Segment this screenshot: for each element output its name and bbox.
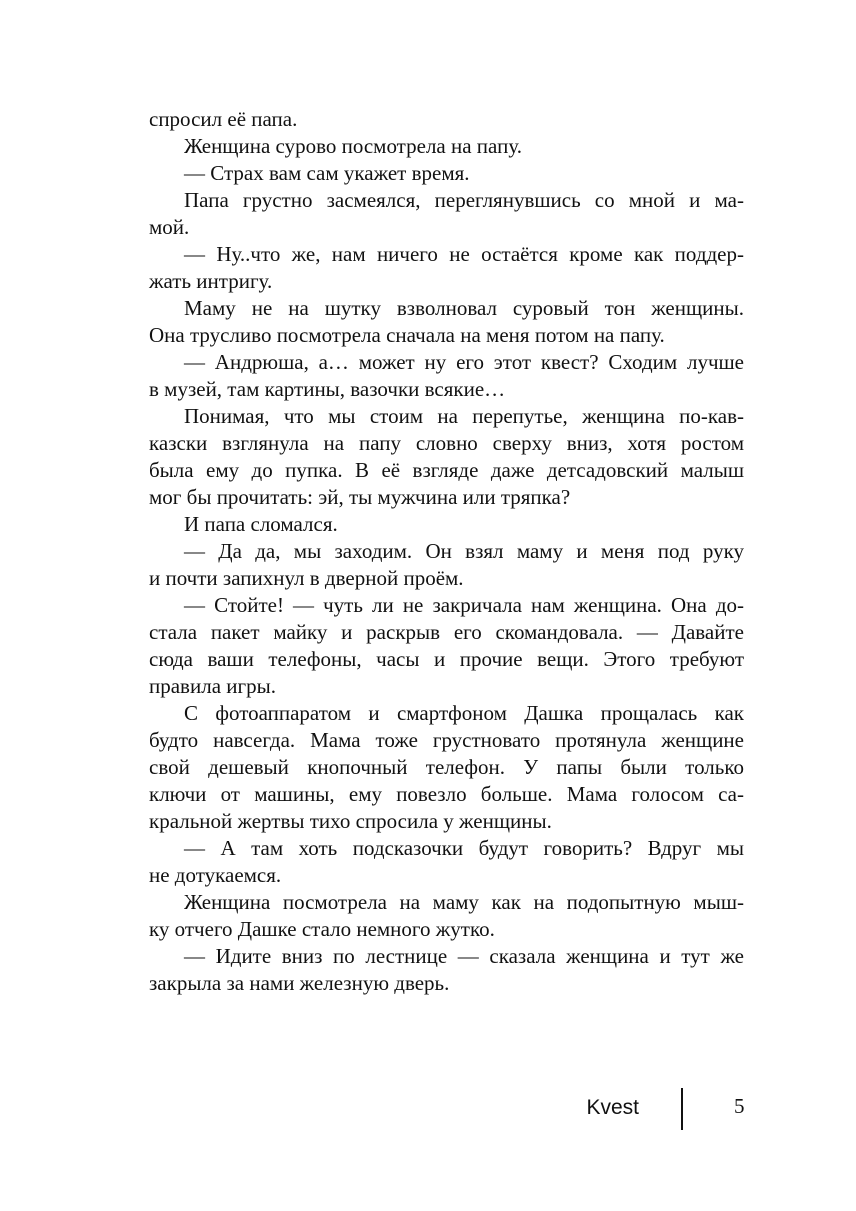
running-title: Kvest <box>586 1096 639 1119</box>
page-footer <box>0 1088 856 1130</box>
page-number: 5 <box>734 1094 745 1118</box>
text-line: Женщина сурово посмотрела на папу. <box>184 134 522 158</box>
text-line: — Стойте! — чуть ли не закричала нам женщина. Она до- <box>184 593 744 617</box>
text-line: ку отчего Дашке стало немного жутко. <box>149 917 495 941</box>
text-line: мог бы прочитать: эй, ты мужчина или тряпка? <box>149 485 571 509</box>
text-line: в музей, там картины, вазочки всякие… <box>149 377 506 401</box>
text-line: спросил её папа. <box>149 107 298 131</box>
text-line: — Андрюша, а… может ну его этот квест? Сходим лучше <box>184 350 744 374</box>
text-line: свой дешевый кнопочный телефон. У папы были только <box>149 755 744 779</box>
text-line: И папа сломался. <box>184 512 338 536</box>
text-line: Она трусливо посмотрела сначала на меня потом на папу. <box>149 323 665 347</box>
text-line: и почти запихнул в дверной проём. <box>149 566 464 590</box>
text-line: — Идите вниз по лестнице — сказала женщина и тут же <box>184 944 744 968</box>
text-line: — Страх вам сам укажет время. <box>184 161 470 185</box>
text-line: Понимая, что мы стоим на перепутье, женщина по-кав- <box>184 404 744 428</box>
text-line: не дотукаемся. <box>149 863 282 887</box>
text-line: будто навсегда. Мама тоже грустновато протянула женщине <box>149 728 744 752</box>
text-line: — А там хоть подсказочки будут говорить? Вдруг мы <box>184 836 744 860</box>
footer-divider <box>681 1088 683 1130</box>
text-line: правила игры. <box>149 674 276 698</box>
text-line: — Да да, мы заходим. Он взял маму и меня под руку <box>184 539 744 563</box>
text-line: закрыла за нами железную дверь. <box>149 971 450 995</box>
text-line: С фотоаппаратом и смартфоном Дашка прощалась как <box>184 701 744 725</box>
body-text <box>149 106 744 997</box>
text-line: Маму не на шутку взволновал суровый тон женщины. <box>184 296 744 320</box>
text-line: стала пакет майку и раскрыв его скомандовала. — Давайте <box>149 620 744 644</box>
text-line: сюда ваши телефоны, часы и прочие вещи. Этого требуют <box>149 647 744 671</box>
text-line: была ему до пупка. В её взгляде даже детсадовский малыш <box>149 458 744 482</box>
text-line: Женщина посмотрела на маму как на подопытную мыш- <box>184 890 744 914</box>
text-line: кральной жертвы тихо спросила у женщины. <box>149 809 552 833</box>
text-line: жать интригу. <box>149 269 273 293</box>
text-line: Папа грустно засмеялся, переглянувшись со мной и ма- <box>184 188 744 212</box>
text-line: ключи от машины, ему повезло больше. Мама голосом са- <box>149 782 744 806</box>
text-line: казски взглянула на папу словно сверху вниз, хотя ростом <box>149 431 744 455</box>
text-line: — Ну..что же, нам ничего не остаётся кроме как поддер- <box>184 242 744 266</box>
text-line: мой. <box>149 215 190 239</box>
